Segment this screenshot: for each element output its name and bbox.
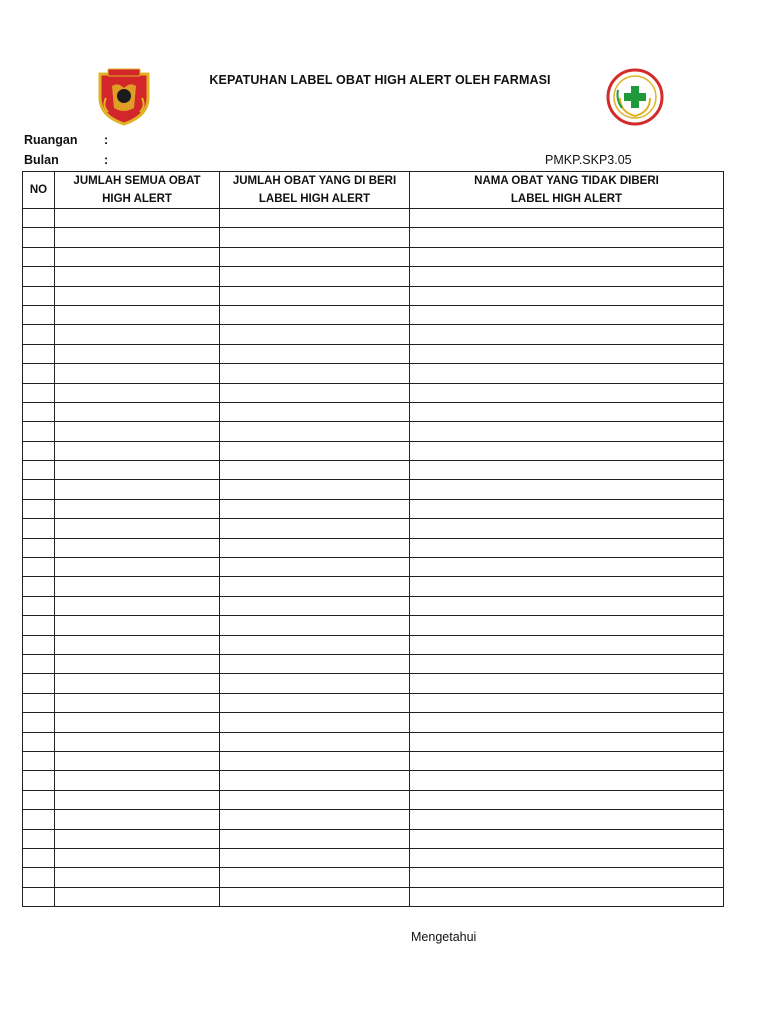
table-cell[interactable] bbox=[23, 325, 55, 344]
table-cell[interactable] bbox=[410, 538, 724, 557]
regional-shield-emblem-icon bbox=[96, 68, 152, 126]
table-cell[interactable] bbox=[55, 461, 220, 480]
table-cell[interactable] bbox=[410, 577, 724, 596]
table-row bbox=[23, 402, 724, 421]
table-row bbox=[23, 829, 724, 848]
table-row bbox=[23, 732, 724, 751]
table-cell[interactable] bbox=[410, 325, 724, 344]
table-cell[interactable] bbox=[23, 848, 55, 867]
table-cell[interactable] bbox=[23, 693, 55, 712]
table-cell[interactable] bbox=[410, 810, 724, 829]
column-header-labeled-count: JUMLAH OBAT YANG DI BERI LABEL HIGH ALERT bbox=[220, 172, 410, 209]
table-row bbox=[23, 596, 724, 615]
table-row bbox=[23, 364, 724, 383]
table-row bbox=[23, 344, 724, 363]
table-cell[interactable] bbox=[220, 344, 410, 363]
table-cell[interactable] bbox=[220, 228, 410, 247]
table-cell[interactable] bbox=[220, 713, 410, 732]
table-cell[interactable] bbox=[220, 538, 410, 557]
table-cell[interactable] bbox=[220, 461, 410, 480]
table-row bbox=[23, 751, 724, 770]
table-cell[interactable] bbox=[220, 209, 410, 228]
table-cell[interactable] bbox=[23, 422, 55, 441]
table-row bbox=[23, 713, 724, 732]
table-cell[interactable] bbox=[220, 441, 410, 460]
table-cell[interactable] bbox=[23, 674, 55, 693]
table-cell[interactable] bbox=[23, 790, 55, 809]
table-row bbox=[23, 635, 724, 654]
table-cell[interactable] bbox=[55, 829, 220, 848]
table-cell[interactable] bbox=[55, 751, 220, 770]
table-cell[interactable] bbox=[23, 868, 55, 887]
table-cell[interactable] bbox=[23, 228, 55, 247]
table-cell[interactable] bbox=[55, 325, 220, 344]
table-row bbox=[23, 305, 724, 324]
table-cell[interactable] bbox=[55, 209, 220, 228]
table-cell[interactable] bbox=[220, 868, 410, 887]
table-cell[interactable] bbox=[220, 364, 410, 383]
table-cell[interactable] bbox=[410, 499, 724, 518]
table-cell[interactable] bbox=[23, 654, 55, 673]
table-cell[interactable] bbox=[220, 654, 410, 673]
table-cell[interactable] bbox=[220, 810, 410, 829]
table-cell[interactable] bbox=[23, 829, 55, 848]
table-cell[interactable] bbox=[55, 713, 220, 732]
table-cell[interactable] bbox=[410, 887, 724, 906]
table-cell[interactable] bbox=[220, 480, 410, 499]
table-cell[interactable] bbox=[55, 519, 220, 538]
hospital-cross-emblem-icon bbox=[606, 68, 664, 126]
table-cell[interactable] bbox=[55, 441, 220, 460]
table-row bbox=[23, 480, 724, 499]
table-cell[interactable] bbox=[23, 305, 55, 324]
table-cell[interactable] bbox=[55, 286, 220, 305]
table-cell[interactable] bbox=[55, 790, 220, 809]
table-cell[interactable] bbox=[55, 499, 220, 518]
table-cell[interactable] bbox=[220, 848, 410, 867]
table-cell[interactable] bbox=[410, 209, 724, 228]
table-cell[interactable] bbox=[220, 674, 410, 693]
table-cell[interactable] bbox=[410, 480, 724, 499]
table-cell[interactable] bbox=[410, 635, 724, 654]
table-row bbox=[23, 422, 724, 441]
table-cell[interactable] bbox=[220, 305, 410, 324]
field-colon-bulan: : bbox=[104, 153, 109, 167]
table-cell[interactable] bbox=[55, 267, 220, 286]
compliance-table bbox=[22, 171, 724, 907]
table-cell[interactable] bbox=[410, 228, 724, 247]
table-row bbox=[23, 790, 724, 809]
table-row bbox=[23, 228, 724, 247]
table-cell[interactable] bbox=[23, 771, 55, 790]
table-row bbox=[23, 616, 724, 635]
table-row bbox=[23, 247, 724, 266]
table-cell[interactable] bbox=[55, 868, 220, 887]
table-cell[interactable] bbox=[220, 751, 410, 770]
table-row bbox=[23, 654, 724, 673]
table-cell[interactable] bbox=[23, 887, 55, 906]
table-cell[interactable] bbox=[23, 596, 55, 615]
table-cell[interactable] bbox=[410, 751, 724, 770]
table-cell[interactable] bbox=[410, 344, 724, 363]
table-row bbox=[23, 868, 724, 887]
table-cell[interactable] bbox=[55, 810, 220, 829]
table-cell[interactable] bbox=[55, 887, 220, 906]
table-cell[interactable] bbox=[220, 829, 410, 848]
table-cell[interactable] bbox=[410, 305, 724, 324]
table-cell[interactable] bbox=[220, 887, 410, 906]
table-cell[interactable] bbox=[410, 790, 724, 809]
table-cell[interactable] bbox=[410, 383, 724, 402]
table-cell[interactable] bbox=[55, 402, 220, 421]
column-header-total-high-alert: JUMLAH SEMUA OBAT HIGH ALERT bbox=[55, 172, 220, 209]
table-cell[interactable] bbox=[410, 771, 724, 790]
table-cell[interactable] bbox=[410, 519, 724, 538]
table-cell[interactable] bbox=[220, 616, 410, 635]
table-cell[interactable] bbox=[410, 732, 724, 751]
table-cell[interactable] bbox=[410, 693, 724, 712]
form-code: PMKP.SKP3.05 bbox=[545, 153, 632, 167]
table-row bbox=[23, 674, 724, 693]
table-row bbox=[23, 693, 724, 712]
table-cell[interactable] bbox=[55, 693, 220, 712]
table-cell[interactable] bbox=[55, 674, 220, 693]
table-cell[interactable] bbox=[55, 422, 220, 441]
table-row bbox=[23, 209, 724, 228]
table-cell[interactable] bbox=[220, 267, 410, 286]
table-header-row bbox=[23, 172, 724, 209]
table-cell[interactable] bbox=[55, 247, 220, 266]
table-cell[interactable] bbox=[410, 247, 724, 266]
table-cell[interactable] bbox=[23, 577, 55, 596]
table-cell[interactable] bbox=[23, 519, 55, 538]
table-cell[interactable] bbox=[23, 364, 55, 383]
table-cell[interactable] bbox=[220, 771, 410, 790]
table-row bbox=[23, 461, 724, 480]
table-cell[interactable] bbox=[220, 402, 410, 421]
table-cell[interactable] bbox=[55, 848, 220, 867]
table-cell[interactable] bbox=[23, 209, 55, 228]
table-cell[interactable] bbox=[410, 616, 724, 635]
table-row bbox=[23, 577, 724, 596]
table-row bbox=[23, 771, 724, 790]
table-cell[interactable] bbox=[23, 810, 55, 829]
table-cell[interactable] bbox=[220, 577, 410, 596]
column-header-no: NO bbox=[23, 172, 55, 209]
table-cell[interactable] bbox=[55, 596, 220, 615]
table-cell[interactable] bbox=[23, 267, 55, 286]
table-row bbox=[23, 848, 724, 867]
table-cell[interactable] bbox=[23, 383, 55, 402]
table-cell[interactable] bbox=[23, 616, 55, 635]
table-cell[interactable] bbox=[55, 558, 220, 577]
table-row bbox=[23, 267, 724, 286]
table-cell[interactable] bbox=[55, 228, 220, 247]
table-cell[interactable] bbox=[23, 344, 55, 363]
table-cell[interactable] bbox=[55, 538, 220, 557]
table-row bbox=[23, 519, 724, 538]
table-row bbox=[23, 441, 724, 460]
document-title: KEPATUHAN LABEL OBAT HIGH ALERT OLEH FARMASI bbox=[209, 73, 551, 87]
table-cell[interactable] bbox=[410, 286, 724, 305]
footer-acknowledgement: Mengetahui bbox=[411, 930, 477, 944]
table-cell[interactable] bbox=[23, 751, 55, 770]
table-cell[interactable] bbox=[55, 383, 220, 402]
table-cell[interactable] bbox=[410, 596, 724, 615]
table-cell[interactable] bbox=[410, 441, 724, 460]
table-cell[interactable] bbox=[410, 267, 724, 286]
table-cell[interactable] bbox=[55, 577, 220, 596]
table-row bbox=[23, 558, 724, 577]
table-row bbox=[23, 286, 724, 305]
table-cell[interactable] bbox=[410, 402, 724, 421]
table-cell[interactable] bbox=[220, 325, 410, 344]
table-cell[interactable] bbox=[410, 654, 724, 673]
table-cell[interactable] bbox=[55, 732, 220, 751]
field-label-bulan: Bulan bbox=[24, 153, 59, 167]
table-cell[interactable] bbox=[23, 499, 55, 518]
table-cell[interactable] bbox=[23, 558, 55, 577]
table-cell[interactable] bbox=[55, 616, 220, 635]
table-cell[interactable] bbox=[220, 693, 410, 712]
table-cell[interactable] bbox=[220, 422, 410, 441]
table-cell[interactable] bbox=[410, 558, 724, 577]
table-cell[interactable] bbox=[220, 286, 410, 305]
table-row bbox=[23, 499, 724, 518]
table-cell[interactable] bbox=[23, 635, 55, 654]
column-header-unlabeled-names: NAMA OBAT YANG TIDAK DIBERI LABEL HIGH ALERT bbox=[410, 172, 724, 209]
table-cell[interactable] bbox=[55, 635, 220, 654]
table-cell[interactable] bbox=[23, 480, 55, 499]
table-cell[interactable] bbox=[23, 713, 55, 732]
table-cell[interactable] bbox=[23, 441, 55, 460]
table-cell[interactable] bbox=[410, 364, 724, 383]
table-cell[interactable] bbox=[23, 538, 55, 557]
table-cell[interactable] bbox=[410, 674, 724, 693]
table-row bbox=[23, 810, 724, 829]
table-cell[interactable] bbox=[23, 286, 55, 305]
field-label-ruangan: Ruangan bbox=[24, 133, 78, 147]
field-colon-ruangan: : bbox=[104, 133, 109, 147]
table-cell[interactable] bbox=[220, 790, 410, 809]
table-cell[interactable] bbox=[23, 402, 55, 421]
table-cell[interactable] bbox=[23, 247, 55, 266]
table-cell[interactable] bbox=[410, 829, 724, 848]
table-cell[interactable] bbox=[55, 344, 220, 363]
table-cell[interactable] bbox=[410, 422, 724, 441]
table-cell[interactable] bbox=[410, 461, 724, 480]
table-row bbox=[23, 383, 724, 402]
table-cell[interactable] bbox=[220, 499, 410, 518]
table-cell[interactable] bbox=[55, 654, 220, 673]
table-cell[interactable] bbox=[220, 247, 410, 266]
table-cell[interactable] bbox=[23, 732, 55, 751]
table-cell[interactable] bbox=[220, 383, 410, 402]
table-row bbox=[23, 887, 724, 906]
table-cell[interactable] bbox=[23, 461, 55, 480]
table-cell[interactable] bbox=[220, 596, 410, 615]
table-cell[interactable] bbox=[55, 364, 220, 383]
table-cell[interactable] bbox=[220, 558, 410, 577]
table-cell[interactable] bbox=[220, 732, 410, 751]
table-cell[interactable] bbox=[55, 305, 220, 324]
table-cell[interactable] bbox=[220, 635, 410, 654]
table-cell[interactable] bbox=[55, 771, 220, 790]
table-cell[interactable] bbox=[410, 848, 724, 867]
table-cell[interactable] bbox=[55, 480, 220, 499]
table-row bbox=[23, 325, 724, 344]
table-cell[interactable] bbox=[220, 519, 410, 538]
table-cell[interactable] bbox=[410, 713, 724, 732]
table-row bbox=[23, 538, 724, 557]
table-cell[interactable] bbox=[410, 868, 724, 887]
